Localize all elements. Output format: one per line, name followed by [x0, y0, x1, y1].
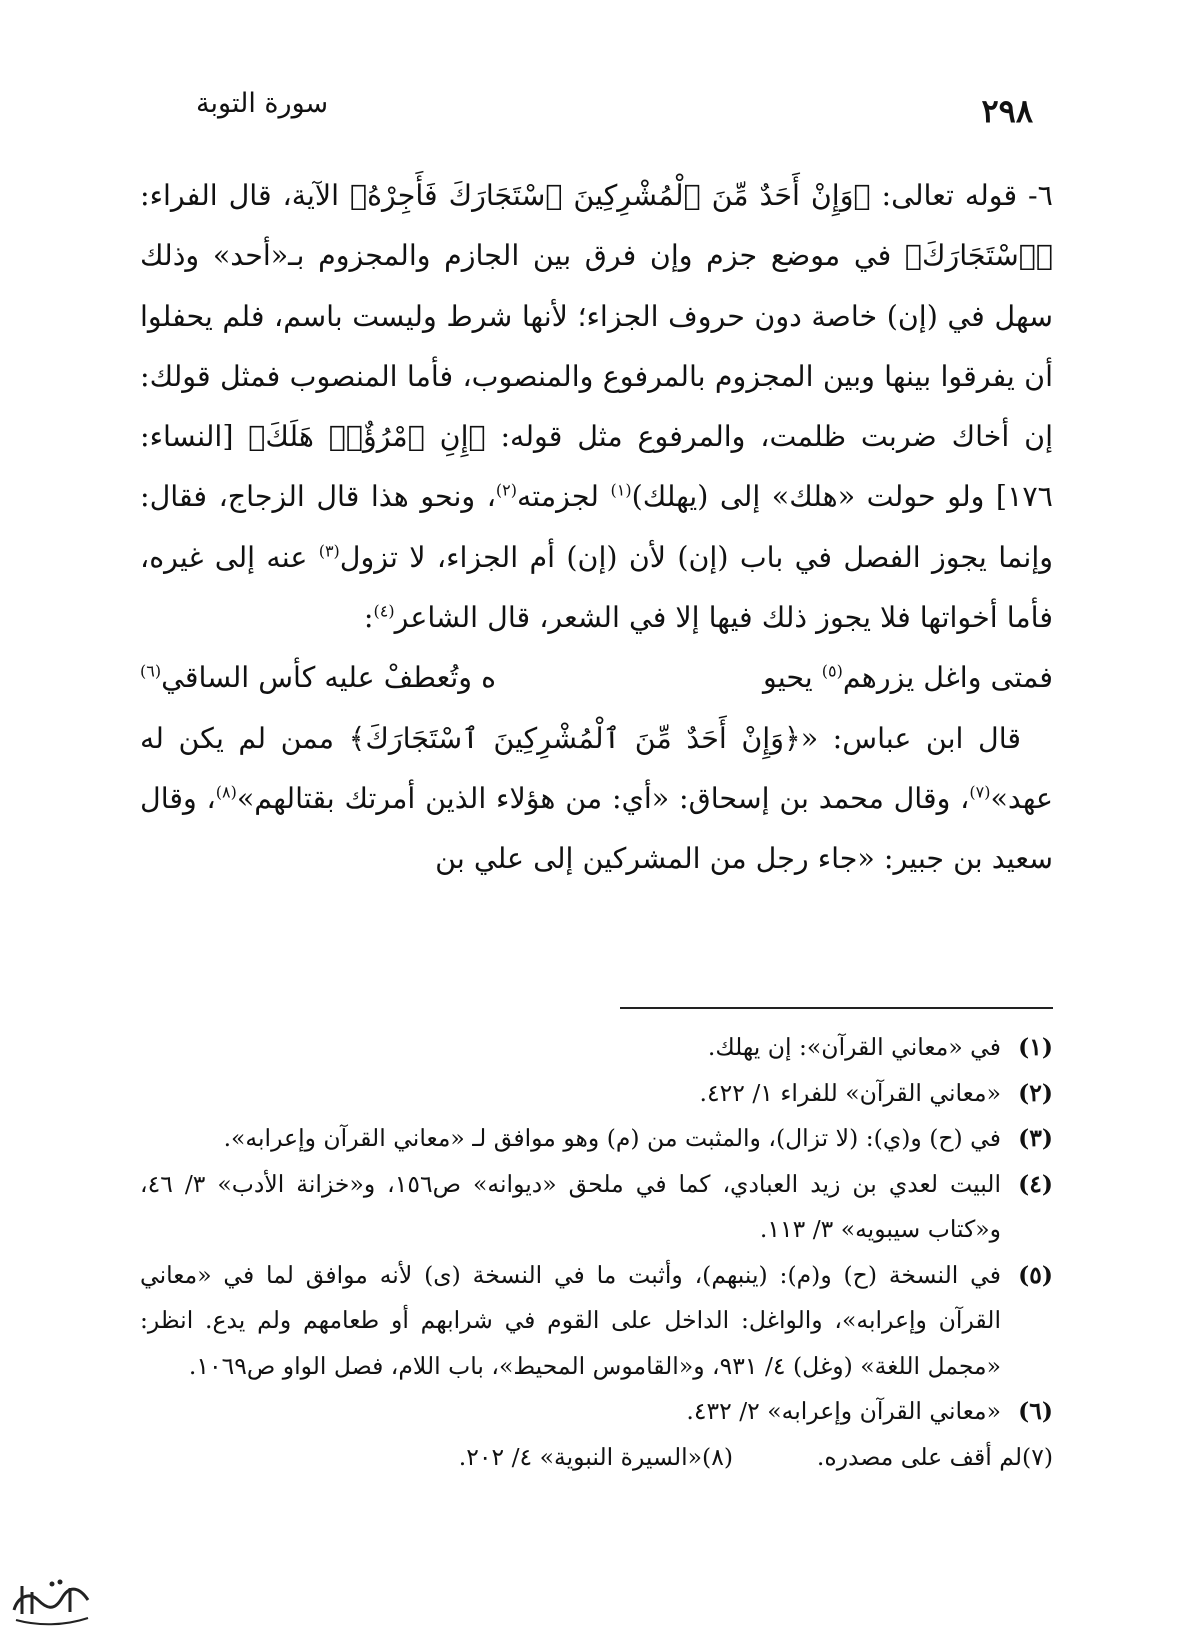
text-run: ٦- قوله تعالى: — [870, 179, 1053, 212]
text-run: ، ونحو هذا قال الزجاج، فقال: وإنما يجوز الفصل في باب (إن) لأن (إن) أم الجزاء، لا تزول — [140, 480, 1053, 574]
quran-quote: ﴿إِنِ ٱمْرُؤٌا۟ هَلَكَ﴾ — [248, 420, 486, 454]
footnote-number: (٤) — [1018, 1169, 1053, 1198]
paragraph — [140, 709, 1053, 890]
footnote-text: في «معاني القرآن»: إن يهلك. — [707, 1033, 1001, 1061]
footnote-text: البيت لعدي بن زيد العبادي، كما في ملحق «ديوانه» ص١٥٦، و«خزانة الأدب» ٣/ ٤٦، و«كتاب سيبويه» ٣/ ١١٣. — [140, 1169, 1002, 1243]
footnote — [140, 1025, 1053, 1071]
footnote — [140, 1071, 1053, 1117]
footnote-ref[interactable]: (١) — [610, 480, 632, 500]
text-run: ، وقال محمد بن إسحاق: «أي: من هؤلاء الذين أمرتك بقتالهم» — [236, 781, 970, 815]
text-run: : — [363, 601, 374, 635]
footnote-number: (٦) — [1018, 1397, 1053, 1425]
logo-dot — [58, 1580, 63, 1585]
footnote-text: «معاني القرآن وإعرابه» ٢/ ٤٣٢. — [686, 1397, 1001, 1425]
text-run: ، وقال سعيد بن جبير: «جاء رجل من المشركين إلى علي بن — [140, 781, 1053, 876]
footnote-number: (٣) — [1018, 1124, 1053, 1152]
page-number: ٢٩٨ — [981, 92, 1033, 130]
publisher-logo — [8, 1566, 94, 1636]
footnote-ref[interactable]: (٧) — [969, 782, 991, 802]
verse-first-hemistich — [763, 648, 1053, 708]
footnote — [140, 1389, 1053, 1435]
footnote — [733, 1435, 1053, 1481]
quran-quote: ﴿وَإِنْ أَحَدٌ مِّنَ ٱلْمُشْرِكِينَ ٱسْتَجَارَكَ﴾ — [348, 721, 801, 755]
footnote-ref[interactable]: (٦) — [140, 661, 162, 681]
text-run: عنه إلى غيره، فأما أخواتها فلا يجوز ذلك فيها إلا في الشعر، قال الشاعر — [140, 540, 1053, 635]
footnote-row — [140, 1435, 1053, 1481]
text-run: [النساء: ١٧٦] ولو حولت «هلك» إلى (يهلك) — [140, 420, 1053, 514]
logo-stroke — [16, 1618, 88, 1624]
footnote-text: لم أقف على مصدره. — [816, 1442, 1023, 1471]
text-run: ه وتُعطفْ عليه كأس الساقي — [161, 661, 497, 695]
text-run: لجزمته — [516, 480, 611, 514]
footnote-number: (٨) — [702, 1442, 733, 1471]
quran-quote: ﴿وَإِنْ أَحَدٌ مِّنَ ٱلْمُشْرِكِينَ ٱسْتَجَارَكَ فَأَجِرْهُ﴾ — [350, 179, 871, 212]
footnote — [140, 1116, 1053, 1162]
main-text — [140, 166, 1053, 890]
paragraph — [140, 166, 1053, 648]
footnote — [459, 1435, 733, 1481]
footnote-ref[interactable]: (٥) — [821, 661, 843, 681]
footnote-text: في (ح) و(ي): (لا تزال)، والمثبت من (م) وهو موافق لـ «معاني القرآن وإعرابه». — [223, 1124, 1001, 1152]
text-run: قال ابن عباس: « — [800, 721, 1022, 755]
footnote-text: «السيرة النبوية» ٤/ ٢٠٢. — [458, 1442, 703, 1471]
logo-stroke — [22, 1586, 70, 1614]
footnote-ref[interactable]: (٢) — [495, 480, 517, 500]
poetry-verse — [140, 648, 1053, 708]
text-run: يحيو — [763, 661, 822, 695]
text-run: في موضع جزم وإن فرق بين الجازم والمجزوم بـ«أحد» وذلك سهل في (إن) خاصة دون حروف الجزاء؛ لأنها شرط وليست باسم، فلم يحفلوا أن يفرقوا بينها وبين المجزوم بالمرفوع والمنصوب، فأما المنصوب فمثل قولك: إن أخاك ضربت ظلمت، والمرفوع مثل قوله: — [140, 239, 1054, 454]
footnote-ref[interactable]: (٨) — [215, 782, 237, 802]
footnote-ref[interactable]: (٤) — [373, 601, 395, 621]
running-header-title: سورة التوبة — [196, 88, 329, 119]
text-run: فمتى واغل يزرهم — [842, 661, 1053, 695]
footnote-number: (٧) — [1022, 1442, 1053, 1471]
footnote-text: «معاني القرآن» للفراء ١/ ٤٢٢. — [699, 1078, 1001, 1107]
footnote-number: (٥) — [1018, 1260, 1053, 1289]
quran-quote: ﴿ٱسْتَجَارَكَ﴾ — [904, 239, 1053, 273]
footnote-number: (١) — [1018, 1033, 1053, 1061]
footnotes — [140, 1025, 1053, 1480]
text-run: ممن لم يكن له عهد» — [140, 721, 1053, 815]
footnote-text: في النسخة (ح) و(م): (ينبهم)، وأثبت ما في النسخة (ى) لأنه موافق لما في «معاني القرآن وإعرابه»، والواغل: الداخل على القوم في شرابهم أو طعامهم ولم يدع. انظر: «مجمل اللغة» (وغل) ٤/ ٩٣١، و«القاموس المحيط»، باب اللام، فصل الواو ص١٠٦٩. — [140, 1260, 1001, 1380]
text-run: الآية، قال الفراء: — [140, 179, 350, 212]
logo-dot — [50, 1582, 55, 1587]
verse-second-hemistich — [140, 648, 496, 708]
footnote-ref[interactable]: (٣) — [318, 541, 340, 561]
footnote — [140, 1162, 1053, 1253]
logo-stroke — [14, 1589, 88, 1610]
footnote-number: (٢) — [1018, 1078, 1053, 1107]
footnote — [140, 1253, 1053, 1390]
footnote-separator — [620, 1007, 1053, 1009]
